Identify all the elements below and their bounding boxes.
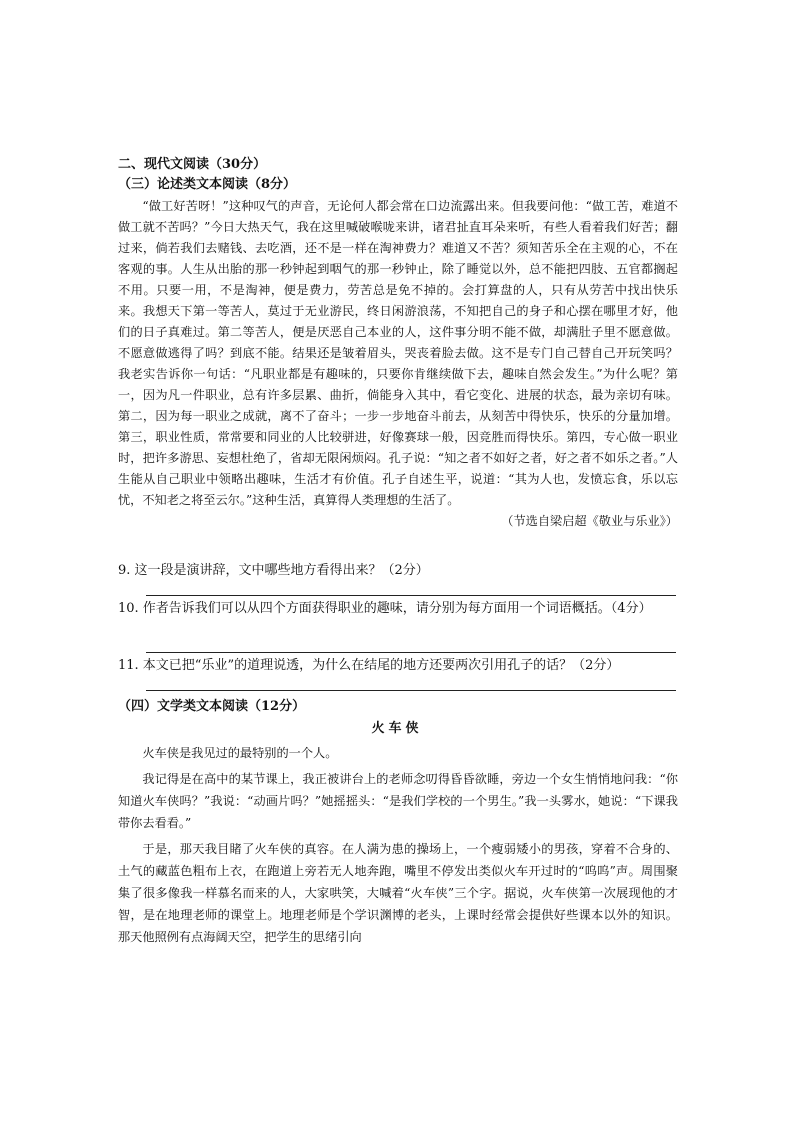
section-heading: 二、现代文阅读（30分）	[118, 157, 267, 172]
literary-passage	[118, 742, 678, 952]
story-paragraph: 于是，那天我目睹了火车侠的真容。在人满为患的操场上，一个瘦弱矮小的男孩，穿着不合身的、土气的藏蓝色粗布上衣，在跑道上旁若无人地奔跑，嘴里不停发出类似火车开过时的“呜呜”声。周围聚集了很多像我一样慕名而来的人，大家哄笑，大喊着“火车侠”三个字。据说，火车侠第一次展现他的才智，是在地理老师的课堂上。地理老师是个学识渊博的老头，上课时经常会提供好些课本以外的知识。那天他照例有点海阔天空，把学生的思绪引向	[118, 842, 678, 944]
story-paragraph: 火车侠是我见过的最特别的一个人。	[142, 746, 338, 760]
story-paragraph: 我记得是在高中的某节课上，我正被讲台上的老师念叨得昏昏欲睡，旁边一个女生悄悄地问我：“你知道火车侠吗？”我说：“动画片吗？”她摇摇头：“是我们学校的一个男生。”我一头雾水，她说：“下课我带你去看看。”	[118, 772, 678, 830]
argumentative-passage	[118, 196, 678, 532]
question-10: 10. 作者告诉我们可以从四个方面获得职业的趣味，请分别为每方面用一个词语概括。（4分）	[118, 601, 652, 616]
answer-line-11[interactable]	[146, 690, 676, 691]
question-9: 9. 这一段是演讲辞，文中哪些地方看得出来？（2分）	[118, 563, 429, 578]
part4-heading: （四）文学类文本阅读（12分）	[118, 699, 306, 714]
question-11: 11. 本文已把“乐业”的道理说透，为什么在结尾的地方还要两次引用孔子的话？（2分）	[118, 658, 620, 673]
passage-source: （节选自梁启超《敬业与乐业》）	[501, 514, 678, 528]
answer-line-10[interactable]	[146, 652, 676, 653]
part3-heading: （三）论述类文本阅读（8分）	[118, 177, 297, 192]
story-title: 火车侠	[371, 721, 423, 736]
passage-text: “做工好苦呀！”这种叹气的声音，无论何人都会常在口边流露出来。但我要问他：“做工苦，难道不做工就不苦吗？”今日大热天气，我在这里喊破喉咙来讲，诸君扯直耳朵来听，有些人看着我们好苦；翻过来，倘若我们去赌钱、去吃酒，还不是一样在淘神费力？难道又不苦？须知苦乐全在主观的心，不在客观的事。人生从出胎的那一秒钟起到咽气的那一秒钟止，除了睡觉以外，总不能把四肢、五官都搁起不用。只要一用，不是淘神，便是费力，劳苦总是免不掉的。会打算盘的人，只有从劳苦中找出快乐来。我想天下第一等苦人，莫过于无业游民，终日闲游浪荡，不知把自己的身子和心摆在哪里才好，他们的日子真难过。第二等苦人，便是厌恶自己本业的人，这件事分明不能不做，却满肚子里不愿意做。不愿意做逃得了吗？到底不能。结果还是皱着眉头，哭丧着脸去做。这不是专门自己替自己开玩笑吗？我老实告诉你一句话：“凡职业都是有趣味的，只要你肯继续做下去，趣味自然会发生。”为什么呢？第一，因为凡一件职业，总有许多层累、曲折，倘能身入其中，看它变化、进展的状态，最为亲切有味。第二，因为每一职业之成就，离不了奋斗；一步一步地奋斗前去，从刻苦中得快乐，快乐的分量加增。第三，职业性质，常常要和同业的人比较骈进，好像赛球一般，因竞胜而得快乐。第四，专心做一职业时，把许多游思、妄想杜绝了，省却无限闲烦闷。孔子说：“知之者不如好之者，好之者不如乐之者。”人生能从自己职业中领略出趣味，生活才有价值。孔子自述生平，说道：“其为人也，发愤忘食，乐以忘忧，不知老之将至云尔。”这种生活，真算得人类理想的生活了。	[118, 199, 678, 507]
answer-line-9[interactable]	[146, 595, 676, 596]
